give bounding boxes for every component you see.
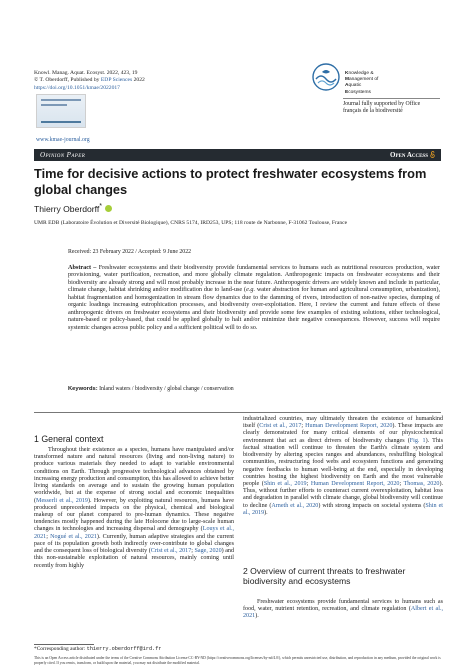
open-access-label: Open Access bbox=[390, 151, 435, 159]
citation-link[interactable]: Arneth et al., 2020 bbox=[271, 502, 319, 509]
citation-link[interactable]: Shin et al., 2019 bbox=[243, 502, 443, 516]
citation-link[interactable]: Sage, 2020 bbox=[194, 548, 222, 555]
affiliation: UMR EDB (Laboratoire Évolution et Diversité Biologique), CNRS 5174, IRD253, UPS; 118 route de Narbonne, F-31062 Toulouse, France bbox=[34, 220, 348, 226]
doi-link[interactable]: https://doi.org/10.1051/kmae/2022017 bbox=[34, 84, 120, 91]
copyright-text: © T. Oberdorff, Published by bbox=[34, 77, 101, 84]
citation-link[interactable]: Crist et al., 2017 bbox=[259, 423, 302, 430]
orcid-icon[interactable] bbox=[105, 205, 112, 212]
citation-link[interactable]: Shin et al., 2019 bbox=[263, 480, 307, 487]
section-1-paragraph-1: Throughout their existence as a species, humans have manipulated and/or transformed nature and natural resources (living and non-living nature) to produce various materials they needed to adapt to variable environmental conditions on Earth. Through progressive technological advances obtained by increasing energy production and consumption, this has allowed to achieve better living standards on average and to sustain the growing human population worldwide, but at the expense of strong social and economic inequalities (Messerli et al., 2019). However, by exploiting natural resources, humans have produced unprecedented impacts on the physical, chemical and biological makeup of our planet compared to pre-human dynamics. These negative tendencies mostly happened during the late Holocene due to large-scale human changes in technologies and increasing dispersal and demography (Louys et al., 2021; Nogué et al., 2021). Currently, human adaptive strategies and the current pace of its population growth both indirectly over-contribute to global changes and the consequent loss of biological diversity (Crist et al., 2017; Sage, 2020) and this non-sustainable exploitation of natural resources, mainly coming until recently from highly bbox=[34, 447, 234, 569]
citation-link[interactable]: Thomas, 2020 bbox=[403, 480, 440, 487]
citation-link[interactable]: Nogué et al., 2021 bbox=[50, 533, 97, 540]
copyright-line bbox=[34, 77, 145, 84]
abstract: Abstract – Freshwater ecosystems and their biodiversity provide fundamental services to humans such as nutritional resources production, water provisioning, water purification, recreation, and more globally climate regulation. Anthropogenic impacts on freshwater ecosystems and their biodiversity are already strong and will most probably increase in the near future. Anthropogenic drivers are widely known and include in particular, climate change, habitat shrinking and/or modification due to land-use (e.g. water abstraction for human and agricultural consumption, urbanization), habitat fragmentation and homogenization in stream flow dynamics due to the damming of rivers, introduction of non-native species, dumping of organic loadings increasing eutrophication processes, and biodiversity over-exploitation. Here, I review the current and future effects of these anthropogenic drivers on freshwater ecosystems and their biodiversity and provide some few examples of existing solutions, either technological, nature-based or policy-based, that could be applied globally to halt and/or minimize their negative consequences. However, success will require systemic changes across public policy and a sufficient political will to do so. bbox=[68, 264, 440, 331]
keywords-value: Inland waters / biodiversity / global change / conservation bbox=[97, 386, 234, 392]
kmae-line-3: Aquatic bbox=[345, 83, 362, 89]
citation-link[interactable]: Albert et al., 2021 bbox=[243, 606, 443, 620]
article-type-band bbox=[34, 149, 441, 161]
section-1-paragraph-1-cont: industrialized countries, may ultimately threaten the existence of humankind itself (Crist et al., 2017; Human Development Report, 2020). These impacts are clearly demonstrated for many critical elements of our physicochemical environment that act as direct drivers of biodiversity changes (Fig. 1). This factual situation will continue to threaten the Earth's climate system and biodiversity by altering species ranges and abundances, reshuffling biological communities, restructuring food webs and ecosystem functions and generating negative feedbacks to human well-being at the end, especially in developing countries hosting the highest biodiversity on Earth and the most vulnerable people (Shin et al., 2019; Human Development Report, 2020; Thomas, 2020). Thus, without further efforts to counteract current overexploitation, habitat loss and degradation in parallel with climate change, global biodiversity will continue to decline (Arneth et al., 2020) with strong impacts on societal systems (Shin et al., 2019). bbox=[243, 416, 443, 516]
keywords-label: Keywords: bbox=[68, 386, 98, 392]
kmae-logo-icon bbox=[311, 62, 341, 92]
section-1-right-column bbox=[243, 416, 443, 517]
section-1-heading: 1 General context bbox=[34, 434, 104, 444]
support-statement bbox=[343, 101, 420, 115]
journal-info bbox=[34, 70, 145, 92]
section-1-left-column bbox=[34, 447, 234, 570]
author-line bbox=[34, 202, 112, 214]
support-line-2: français de la biodiversité bbox=[343, 108, 403, 115]
article-dates: Received: 23 February 2022 / Accepted: 9 June 2022 bbox=[68, 249, 191, 255]
footnote-divider bbox=[34, 644, 94, 645]
author-email-link[interactable]: thierry.oberdorff@ird.fr bbox=[86, 646, 162, 652]
kmae-line-4: Ecosystems bbox=[345, 89, 371, 95]
citation-link[interactable]: Louys et al., 2021 bbox=[34, 526, 234, 540]
corresponding-author-footnote: *Corresponding author: thierry.oberdorff@ird.fr bbox=[34, 646, 162, 652]
journal-citation: Knowl. Manag. Aquat. Ecosyst. 2022, 423, 19 bbox=[34, 70, 138, 76]
citation-link[interactable]: Messerli et al., 2019 bbox=[36, 497, 88, 504]
citation-link[interactable]: Crist et al., 2017 bbox=[150, 548, 192, 555]
kmae-line-1: Knowledge & bbox=[345, 71, 374, 76]
keywords bbox=[68, 386, 440, 392]
open-access-lock-icon bbox=[430, 151, 435, 158]
figure-link[interactable]: Fig. 1 bbox=[409, 437, 426, 444]
copyright-year: 2022 bbox=[132, 77, 145, 84]
section-2-paragraph-1: Freshwater ecosystems provide fundamental services to humans such as food, water, nutrient retention, recreation, and climate regulation (Albert et al., 2021). bbox=[243, 599, 443, 620]
publisher-link[interactable]: EDP Sciences bbox=[100, 77, 133, 84]
support-line-1: Journal fully supported by Office bbox=[343, 101, 421, 107]
journal-website-link[interactable]: www.kmae-journal.org bbox=[36, 137, 90, 143]
kmae-brand-text bbox=[345, 71, 378, 96]
author-name[interactable]: Thierry Oberdorff bbox=[34, 203, 100, 214]
eg-abbrev: e.g. bbox=[246, 286, 255, 294]
corresponding-mark: * bbox=[99, 202, 103, 210]
kmae-line-2: Management of bbox=[345, 77, 379, 83]
abstract-label: Abstract – bbox=[68, 264, 97, 271]
citation-link[interactable]: Human Development Report, 2020 bbox=[310, 480, 400, 487]
section-divider bbox=[34, 412, 441, 413]
article-type-label: Opinion Paper bbox=[40, 151, 86, 159]
license-notice: This is an Open Access article distributed under the terms of the Creative Commons Attribution License CC-BY-ND (https://creativecommons.org/licenses/by-nd/4.0/), which permits unrestricted use, distribution, and reproduction in any medium, provided the original work is properly cited. If you remix, transform, or build upon the material, you may not distribute the modified material. bbox=[34, 656, 441, 665]
article-title: Time for decisive actions to protect freshwater ecosystems from global changes bbox=[34, 166, 427, 197]
support-divider bbox=[343, 98, 440, 99]
section-2-heading: 2 Overview of current threats to freshwater biodiversity and ecosystems bbox=[243, 566, 406, 586]
section-2-column bbox=[243, 599, 443, 621]
citation-link[interactable]: Human Development Report, 2020 bbox=[305, 423, 393, 430]
journal-cover-thumbnail bbox=[36, 94, 86, 128]
